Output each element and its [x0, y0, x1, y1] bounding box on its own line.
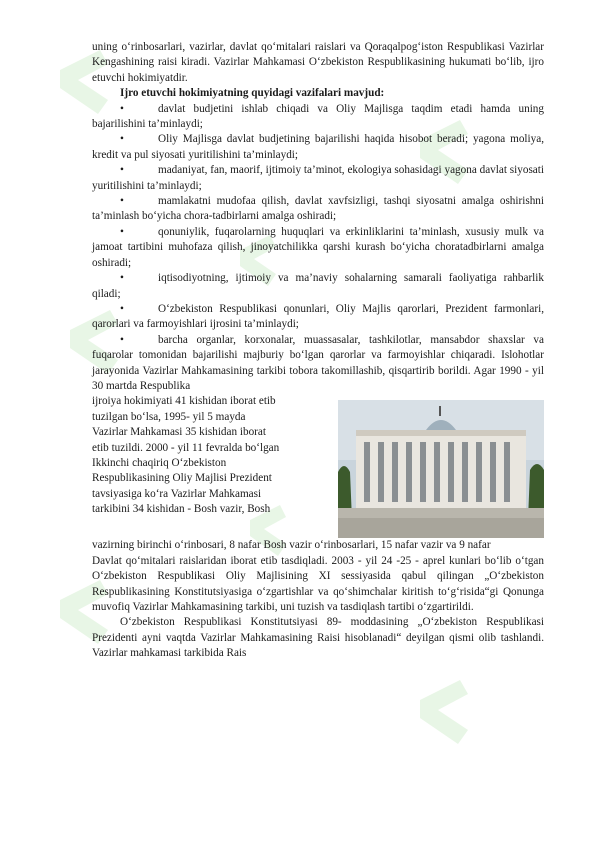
bullet-marker: • [120, 272, 124, 285]
text-line: etib tuzildi. 2000 - yil 11 fevralda bo‘lgan [92, 441, 280, 454]
reform-text: Islohotlar jarayonida Vazirlar Mahkamasining tarkibi tobora takomillashib, qisqartirib borildi. Agar 1990 - yil 30 martda Respublika [92, 349, 544, 392]
list-item: • davlat budjetini ishlab chiqadi va Oliy Majlisga taqdim etadi hamda uning bajarilishini ta’minlaydi; [92, 102, 544, 131]
paragraph-after-figure: vazirning birinchi o‘rinbosari, 8 nafar Bosh vazir o‘rinbosarlari, 15 nafar vazir va 9 nafar [92, 539, 491, 552]
bullet-marker: • [120, 195, 124, 208]
text-line: ijroiya hokimiyati 41 kishidan iborat etib [92, 395, 276, 408]
list-item: • mamlakatni mudofaa qilish, davlat xavfsizligi, tashqi siyosatni amalga oshirishni ta’minlash bo‘yicha chora-tadbirlarni amalga oshiradi; [92, 195, 544, 223]
intro-paragraph: uning o‘rinbosarlari, vazirlar, davlat qo‘mitalari raislari va Qoraqalpog‘iston Respublikasi Vazirlar Kengashining raisi kiradi. Vazirlar Mahkamasi O‘zbekiston Respublikasining hukumati bo‘lib, ijro etuvchi hokimiyatdir. [92, 41, 544, 84]
figure-block [92, 394, 544, 538]
text-line: Vazirlar Mahkamasi 35 kishidan iborat [92, 426, 266, 439]
text-line: tarkibini 34 kishidan - Bosh vazir, Bosh [92, 503, 271, 516]
list-item: • qonuniylik, fuqarolarning huquqlari va erkinliklarini ta’minlash, xususiy mulk va jamoat tartibini muhofaza qilish, jinoyatchilikka qarshi kurash bo‘yicha choratadbirlarni amalga oshiradi; [92, 225, 544, 269]
bullet-marker: • [120, 302, 124, 315]
list-item: • Oliy Majlisga davlat budjetining bajarilishi haqida hisobot beradi; yagona moliya, kredit va pul siyosati yuritilishini ta’minlaydi; [92, 133, 544, 161]
bullet-marker: • [120, 102, 124, 115]
list-item: • madaniyat, fan, maorif, ijtimoiy ta’minot, ekologiya sohasidagi yagona davlat siyosati yuritilishini ta’minlaydi; [92, 164, 544, 192]
paragraph-2003: Davlat qo‘mitalari raislaridan iborat etib tasdiqladi. 2003 - yil 24 -25 - aprel kunlari bo‘lib o‘tgan O‘zbekiston Respublikasi Oliy Majlisining XI sessiyasida qabul qilingan „O‘zbekiston Respublikasining Konstitutsiyasiga o‘zgartishlar va qo‘shimchalar kiritish to‘g‘risida“gi Qonunga muvofiq Vazirlar Mahkamasining tarkibi, uni tuzish va tasdiqlash tartibi o‘zgartirildi. [92, 554, 544, 613]
text-line: tuzilgan bo‘lsa, 1995- yil 5 mayda [92, 410, 246, 423]
paragraph-constitution: O‘zbekiston Respublikasi Konstitutsiyasi 89- moddasining „O‘zbekiston Respublikasi Prezidenti ayni vaqtda Vazirlar Mahkamasining Raisi hisoblanadi“ deyilgan qismi olib tashlandi. Vazirlar mahkamasi tarkibida Rais [92, 616, 544, 660]
text-line: tavsiyasiga ko‘ra Vazirlar Mahkamasi [92, 487, 262, 500]
bullet-marker: • [120, 164, 124, 177]
bullet-marker: • [120, 133, 124, 146]
list-item: • iqtisodiyotning, ijtimoiy va ma’naviy sohalarning samarali faoliyatiga rahbarlik qiladi; [92, 272, 544, 300]
figure-side-text [92, 394, 330, 538]
document-body [92, 40, 544, 662]
government-building-photo [338, 400, 544, 538]
list-item: • barcha organlar, korxonalar, muassasalar, tashkilotlar, mansabdor shaxslar va fuqarolar tomonidan bajarilishi majburiy bo‘lgan qarorlar va farmoyishlar chiqaradi. Islohotlar jarayonida Vazirlar Mahkamasining tarkibi tobora takomillashib, qisqartirib borildi. Agar 1990 - yil 30 martda Respublika [92, 333, 544, 392]
section-heading: Ijro etuvchi hokimiyatning quyidagi vazifalari mavjud: [120, 87, 385, 100]
bullet-marker: • [120, 333, 124, 346]
bullet-list [92, 102, 544, 395]
bullet-marker: • [120, 225, 124, 238]
text-line: Ikkinchi chaqiriq O‘zbekiston [92, 456, 227, 469]
list-item: • O‘zbekiston Respublikasi qonunlari, Oliy Majlis qarorlari, Prezident farmonlari, qarorlari va farmoyishlari ijrosini ta’minlaydi; [92, 302, 544, 331]
text-line: Respublikasining Oliy Majlisi Prezident [92, 472, 272, 485]
